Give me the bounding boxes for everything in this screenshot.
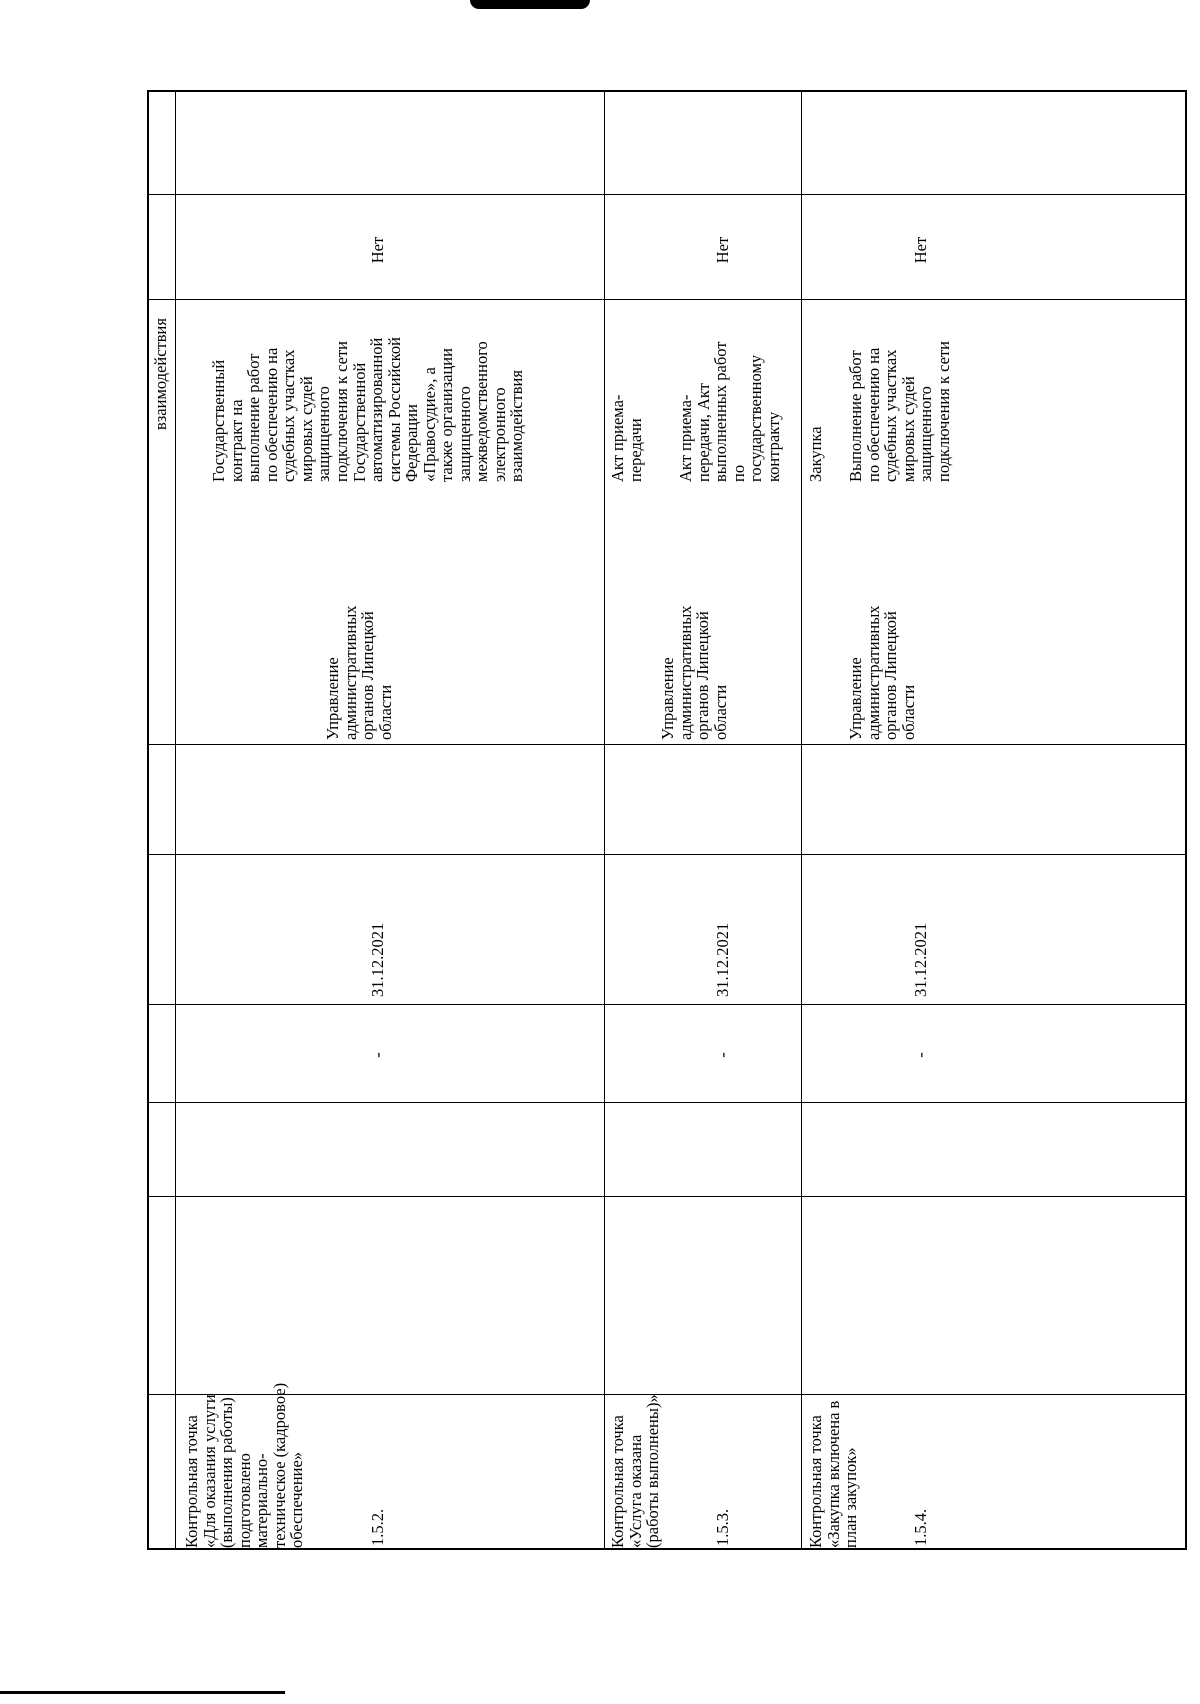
- document-tail: Акт приема- передачи, Акт выполненных работ по государственному контракту: [676, 341, 783, 482]
- flag: Нет: [368, 236, 387, 264]
- responsible: Управление административных органов Липецкой области: [846, 605, 918, 740]
- col-divider: [147, 1196, 1187, 1197]
- row-number: 1.5.4.: [911, 1508, 930, 1546]
- responsible: Управление административных органов Липецкой области: [323, 605, 395, 740]
- row-number: 1.5.3.: [713, 1508, 732, 1546]
- document-tail: Выполнение работ по обеспечению на судебных участках мировых судей защищенного подключения к сети: [846, 341, 953, 482]
- table-rule: [175, 90, 176, 1550]
- start-date: -: [911, 1052, 930, 1058]
- control-points-table: [147, 90, 1187, 1550]
- responsible: Управление административных органов Липецкой области: [658, 605, 730, 740]
- scan-artifact-top: [470, 0, 590, 9]
- col-divider: [147, 1004, 1187, 1005]
- col-divider: [147, 194, 1187, 195]
- col-divider: [147, 299, 1187, 300]
- end-date: 31.12.2021: [713, 922, 732, 997]
- col-divider: [147, 744, 1187, 745]
- row-name: Контрольная точка «Для оказания услуги (выполнения работы) подготовлено материально- техническое (кадровое) обеспечение»: [182, 1382, 306, 1548]
- start-date: -: [368, 1052, 387, 1058]
- start-date: -: [713, 1052, 732, 1058]
- document-continuation: [324, 487, 377, 745]
- row-divider: [604, 90, 605, 1550]
- row-divider: [801, 90, 802, 1550]
- col-divider: [147, 854, 1187, 855]
- rotated-table-frame: [147, 90, 1187, 1550]
- table-border: [147, 90, 1187, 1550]
- document-tail: подключения к сети Государственной автоматизированной системы Российской Федерации «Правосудие», а также организации защищенного межведомственного электронного взаимодействия: [332, 337, 526, 482]
- document: Акт приема- передачи: [608, 394, 645, 482]
- row-name: Контрольная точка «Услуга оказана (работы выполнены)»: [608, 1394, 662, 1548]
- flag: Нет: [911, 236, 930, 264]
- row-name: Контрольная точка «Закупка включена в план закупок»: [806, 1400, 860, 1548]
- document: Государственный контракт на выполнение работ по обеспечению на судебных участках мировых судей защищенного: [209, 347, 333, 482]
- document: Закупка: [806, 426, 825, 482]
- end-date: 31.12.2021: [368, 922, 387, 997]
- flag: Нет: [713, 236, 732, 264]
- header-interaction: взаимодействия: [151, 318, 170, 430]
- row-number: 1.5.2.: [368, 1508, 387, 1546]
- scan-artifact-bottom: [0, 1691, 285, 1694]
- end-date: 31.12.2021: [911, 922, 930, 997]
- col-divider: [147, 1102, 1187, 1103]
